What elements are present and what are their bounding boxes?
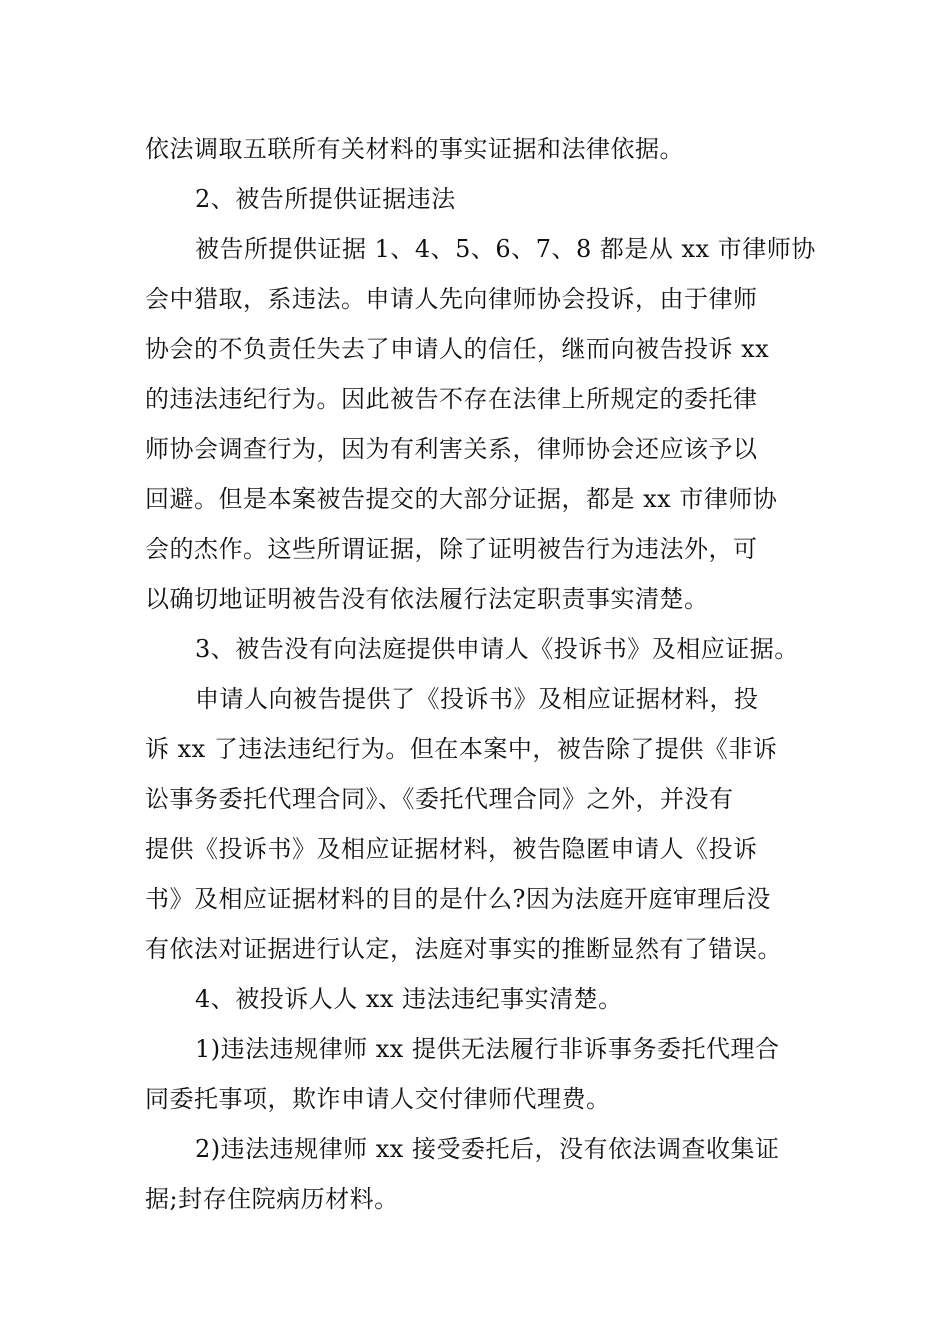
paragraph-line: 会的杰作。这些所谓证据，除了证明被告行为违法外，可 [145, 535, 758, 563]
paragraph-line: 会中猎取，系违法。申请人先向律师协会投诉，由于律师 [145, 285, 758, 313]
text-line: 依法调取五联所有关材料的事实证据和法律依据。 [145, 135, 684, 163]
paragraph-line: 协会的不负责任失去了申请人的信任，继而向被告投诉 xx [145, 335, 770, 363]
paragraph-line: 书》及相应证据材料的目的是什么?因为法庭开庭审理后没 [145, 885, 771, 913]
paragraph-line: 的违法违纪行为。因此被告不存在法律上所规定的委托律 [145, 385, 758, 413]
paragraph-line: 被告所提供证据 1、4、5、6、7、8 都是从 xx 市律师协 [195, 235, 816, 263]
paragraph-line: 以确切地证明被告没有依法履行法定职责事实清楚。 [145, 585, 709, 613]
paragraph-line: 申请人向被告提供了《投诉书》及相应证据材料，投 [195, 685, 759, 713]
list-item-line: 1)违法违规律师 xx 提供无法履行非诉事务委托代理合 [195, 1035, 780, 1063]
list-item-line: 同委托事项，欺诈申请人交付律师代理费。 [145, 1085, 611, 1113]
section-heading: 3、被告没有向法庭提供申请人《投诉书》及相应证据。 [195, 635, 799, 663]
section-heading: 2、被告所提供证据违法 [195, 185, 456, 213]
section-heading: 4、被投诉人人 xx 违法违纪事实清楚。 [195, 985, 623, 1013]
paragraph-line: 回避。但是本案被告提交的大部分证据，都是 xx 市律师协 [145, 485, 778, 513]
list-item-line: 2)违法违规律师 xx 接受委托后，没有依法调查收集证 [195, 1135, 780, 1163]
paragraph-line: 师协会调查行为，因为有利害关系，律师协会还应该予以 [145, 435, 758, 463]
paragraph-line: 提供《投诉书》及相应证据材料，被告隐匿申请人《投诉 [145, 835, 758, 863]
list-item-line: 据;封存住院病历材料。 [145, 1185, 399, 1213]
paragraph-line: 讼事务委托代理合同》、《委托代理合同》之外，并没有 [145, 785, 734, 813]
paragraph-line: 诉 xx 了违法违纪行为。但在本案中，被告除了提供《非诉 [145, 735, 778, 763]
paragraph-line: 有依法对证据进行认定，法庭对事实的推断显然有了错误。 [145, 935, 782, 963]
